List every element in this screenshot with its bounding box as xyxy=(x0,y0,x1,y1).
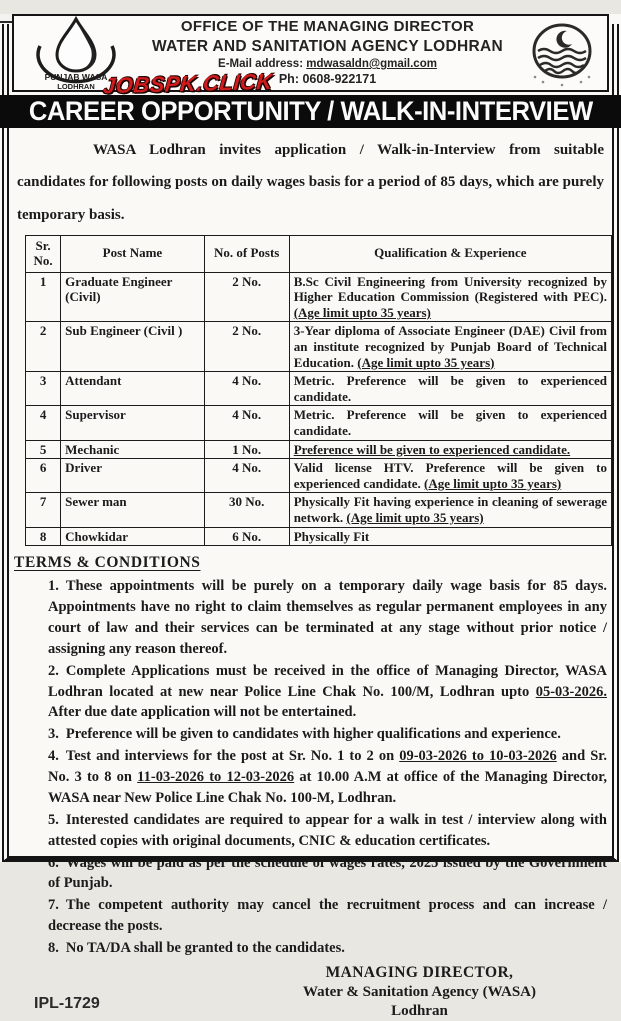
term-item xyxy=(48,895,607,937)
text-segment: Physically Fit having experience in cleaning of sewerage network. xyxy=(293,494,607,525)
cell-qualification xyxy=(289,527,611,546)
text-segment: 05-03-2026. xyxy=(535,683,607,700)
cell-no-of-posts: 4 No. xyxy=(204,459,289,493)
cell-no-of-posts: 2 No. xyxy=(204,322,289,372)
col-header-posts: No. of Posts xyxy=(204,235,289,272)
text-segment: Preference will be given to candidates with higher qualifications and experience. xyxy=(65,726,561,743)
text-segment: Valid license HTV. Preference will be given to experienced candidate. xyxy=(293,460,607,491)
term-item xyxy=(48,746,607,809)
cell-no-of-posts: 4 No. xyxy=(204,372,289,406)
crescent-waves-logo-icon xyxy=(529,19,595,87)
letterhead xyxy=(12,14,609,92)
table-row xyxy=(26,440,612,459)
cell-post-name: Chowkidar xyxy=(61,527,205,546)
svg-text:LODHRAN: LODHRAN xyxy=(57,82,95,91)
cell-qualification xyxy=(289,406,611,440)
text-segment: 11-03-2026 to 12-03-2026 xyxy=(137,769,295,785)
cell-sr-no: 6 xyxy=(26,459,61,493)
text-segment: Interested candidates are required to appear for a walk in test / interview along with attested copies with original documents, CNIC & education certificates. xyxy=(48,811,607,849)
cell-post-name: Mechanic xyxy=(61,440,205,459)
terms-heading: TERMS & CONDITIONS xyxy=(14,554,201,572)
jobspk-watermark: JOBSPK.CLICK xyxy=(102,68,274,99)
footer xyxy=(34,963,591,1021)
cell-qualification xyxy=(289,372,611,406)
term-item xyxy=(48,853,607,895)
table-row xyxy=(26,406,612,440)
posts-table xyxy=(25,235,612,546)
term-number: 3. xyxy=(48,726,59,743)
cell-qualification xyxy=(289,272,611,322)
text-segment: and Sr. No. 3 to 8 on xyxy=(48,748,607,785)
table-row xyxy=(26,322,612,372)
term-item xyxy=(48,810,607,852)
email-label: E-Mail address: xyxy=(218,58,304,71)
text-segment: Complete Applications must be received in the office of Managing Director, WASA Lodhran located at new near Police Line Chak No. 100/M, Lodhran upto xyxy=(48,662,607,700)
office-title: OFFICE OF THE MANAGING DIRECTOR xyxy=(180,17,475,35)
text-segment: No TA/DA shall be granted to the candidates. xyxy=(65,940,345,956)
signatory-city: Lodhran xyxy=(391,1002,448,1019)
signatory-agency: Water & Sanitation Agency (WASA) xyxy=(302,983,536,1000)
cell-sr-no: 5 xyxy=(26,440,61,459)
text-segment: (Age limit upto 35 years) xyxy=(346,509,484,525)
text-segment: Test and interviews for the post at Sr. No. 1 to 2 on xyxy=(65,748,400,765)
cell-post-name: Graduate Engineer (Civil) xyxy=(61,272,205,322)
cell-sr-no: 1 xyxy=(26,272,61,322)
cell-sr-no: 4 xyxy=(26,406,61,440)
signatory-title: MANAGING DIRECTOR, xyxy=(325,963,514,981)
intro-paragraph: WASA Lodhran invites application / Walk-in-Interview from suitable candidates for following posts on daily wages basis for a period of 85 days, which are purely temporary basis. xyxy=(17,142,604,223)
term-number: 4. xyxy=(48,748,59,765)
text-segment: The competent authority may cancel the recruitment process and can increase / decrease the posts. xyxy=(48,897,607,935)
cell-no-of-posts: 1 No. xyxy=(204,440,289,459)
phone-label: Ph: xyxy=(278,72,299,87)
phone-number: 0608-922171 xyxy=(302,72,377,87)
text-segment: B.Sc Civil Engineering from University recognized by Higher Education Commission (Registered with PEC). xyxy=(293,273,607,305)
cell-qualification xyxy=(289,440,611,459)
term-number: 6. xyxy=(48,854,59,871)
headline-banner xyxy=(0,95,621,128)
text-segment: These appointments will be purely on a temporary daily wage basis for 85 days. Appointments have no right to claim themselves as regular permanent employees in any court of law and their services can be terminated at any stage without prior notice / assigning any reason thereof. xyxy=(48,578,607,657)
term-item xyxy=(48,938,607,959)
table-row xyxy=(26,527,612,546)
posts-table-header xyxy=(26,235,612,272)
cell-sr-no: 7 xyxy=(26,493,61,527)
svg-text:PUNJAB WASA: PUNJAB WASA xyxy=(44,72,108,82)
cell-no-of-posts: 4 No. xyxy=(204,406,289,440)
text-segment: 3-Year diploma of Associate Engineer (DAE) Civil from an institute recognized by Punjab Board of Technical Education. xyxy=(293,323,607,370)
cell-post-name: Supervisor xyxy=(61,406,205,440)
text-segment: Metric. Preference will be given to experienced candidate. xyxy=(293,407,607,438)
col-header-sr: Sr. No. xyxy=(26,235,61,272)
advert-ref-number: IPL-1729 xyxy=(34,995,100,1013)
term-number: 7. xyxy=(48,897,59,914)
text-segment: at 10.00 A.M at office of the Managing Director, WASA near New Police Line Chak No. 100-M, Lodhran. xyxy=(48,769,607,806)
cell-post-name: Sewer man xyxy=(61,493,205,527)
term-number: 2. xyxy=(48,662,59,679)
table-row xyxy=(26,459,612,493)
term-number: 8. xyxy=(48,940,59,956)
job-advert-page xyxy=(0,14,621,1019)
cell-qualification xyxy=(289,459,611,493)
cell-no-of-posts: 30 No. xyxy=(204,493,289,527)
term-number: 5. xyxy=(48,811,59,828)
email-address: mdwasaldn@gmail.com xyxy=(306,58,437,71)
cell-post-name: Driver xyxy=(61,459,205,493)
terms-list xyxy=(48,576,607,959)
text-segment: Physically Fit xyxy=(293,528,370,544)
cell-sr-no: 2 xyxy=(26,322,61,372)
cell-sr-no: 3 xyxy=(26,372,61,406)
agency-title: WATER AND SANITATION AGENCY LODHRAN xyxy=(152,37,503,55)
cell-post-name: Sub Engineer (Civil ) xyxy=(61,322,205,372)
table-row xyxy=(26,372,612,406)
punjab-government-logo xyxy=(523,19,601,87)
signature-block xyxy=(303,963,536,1021)
email-line xyxy=(132,57,523,71)
text-segment: Wages will be paid as per the schedule of wages rates, 2025 issued by the Government of Punjab. xyxy=(48,854,607,892)
term-item xyxy=(48,661,607,724)
text-segment: (Age limit upto 35 years) xyxy=(357,354,495,370)
term-number: 1. xyxy=(48,578,59,595)
term-item xyxy=(48,724,607,745)
col-header-post: Post Name xyxy=(61,235,205,272)
table-row xyxy=(26,493,612,527)
text-segment: Preference will be given to experienced candidate. xyxy=(293,441,571,457)
headline-title: CAREER OPPORTUNITY / WALK-IN-INTERVIEW xyxy=(28,96,593,126)
table-row xyxy=(26,272,612,322)
posts-table-body xyxy=(26,272,612,546)
text-segment: After due date application will not be entertained. xyxy=(48,704,357,721)
cell-qualification xyxy=(289,322,611,372)
term-item xyxy=(48,576,607,660)
cell-no-of-posts: 6 No. xyxy=(204,527,289,546)
cell-no-of-posts: 2 No. xyxy=(204,272,289,322)
cell-qualification xyxy=(289,493,611,527)
text-segment: (Age limit upto 35 years) xyxy=(293,304,431,320)
text-segment: Metric. Preference will be given to experienced candidate. xyxy=(293,373,607,404)
text-segment: 09-03-2026 to 10-03-2026 xyxy=(399,748,557,765)
cell-post-name: Attendant xyxy=(61,372,205,406)
text-segment: (Age limit upto 35 years) xyxy=(424,475,562,491)
cell-sr-no: 8 xyxy=(26,527,61,546)
col-header-qual: Qualification & Experience xyxy=(289,235,611,272)
